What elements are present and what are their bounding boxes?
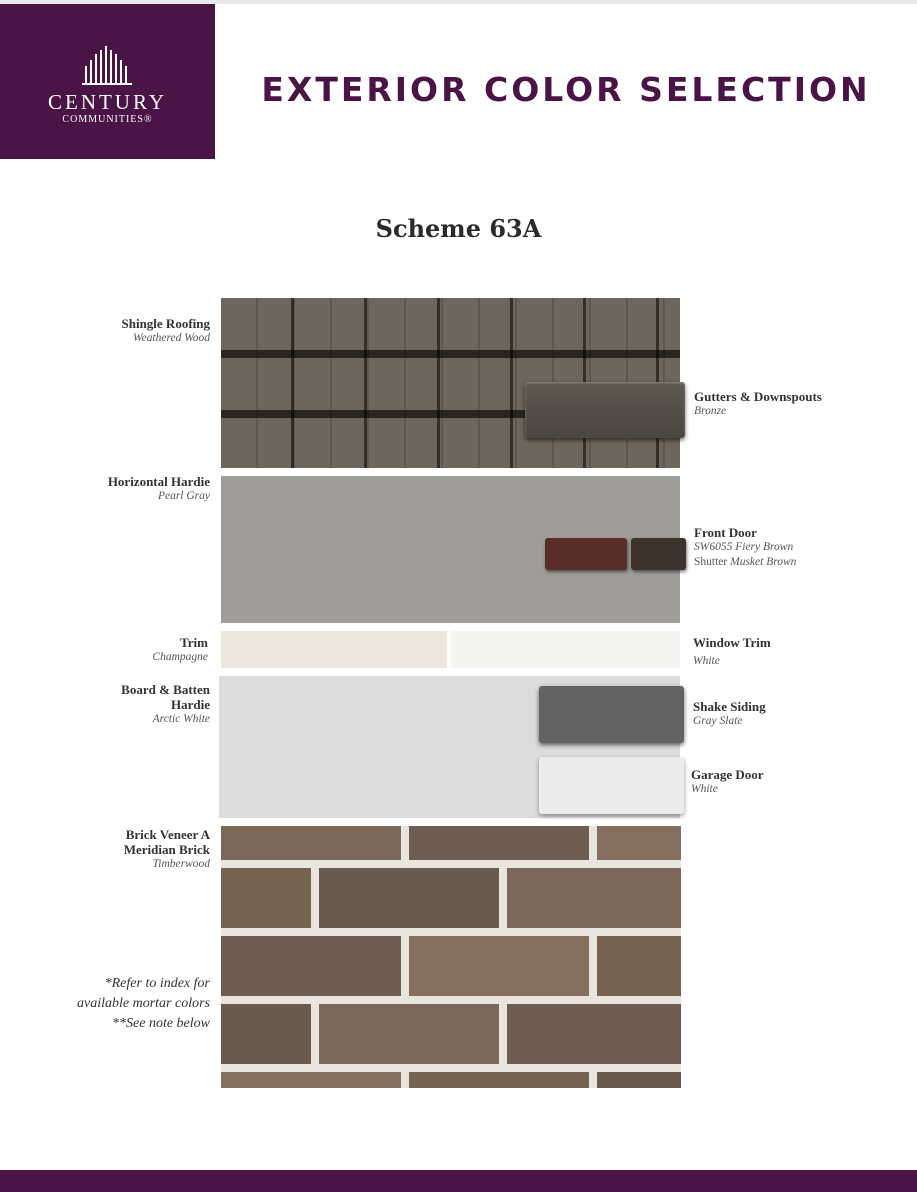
brick-block	[597, 1072, 681, 1088]
window-trim-label	[693, 633, 893, 671]
logo-building-icon	[82, 44, 132, 86]
hardie-name: Horizontal Hardie	[107, 474, 210, 489]
brick-swatch	[221, 826, 681, 1088]
brick-block	[221, 1072, 401, 1088]
hardie-value: Pearl Gray	[157, 490, 210, 502]
brick-block	[221, 868, 311, 928]
door-label	[694, 525, 894, 570]
garage-value: White	[691, 783, 718, 795]
trim-swatch	[221, 631, 447, 668]
batten-name-2: Hardie	[171, 697, 210, 712]
roof-value: Weathered Wood	[133, 332, 210, 344]
hardie-label	[60, 474, 210, 504]
brick-block	[319, 868, 499, 928]
shutter-swatch	[631, 538, 686, 570]
brick-block	[507, 1004, 681, 1064]
brick-block	[409, 826, 589, 860]
shutter-label: Shutter	[694, 556, 728, 568]
garage-name: Garage Door	[691, 767, 764, 782]
trim-label	[60, 635, 208, 665]
gutters-swatch	[525, 382, 685, 438]
brick-block	[221, 936, 401, 996]
bottom-bar	[0, 1170, 917, 1192]
window-trim-value: White	[693, 655, 720, 667]
trim-value: Champagne	[152, 651, 208, 663]
shake-name: Shake Siding	[693, 699, 766, 714]
shutter-value: Musket Brown	[730, 556, 797, 568]
note-line-1: *Refer to index for	[104, 976, 210, 991]
brick-block	[319, 1004, 499, 1064]
door-name: Front Door	[694, 525, 757, 540]
page-title: EXTERIOR COLOR SELECTION	[261, 70, 871, 109]
brand-name: CENTURY	[47, 90, 167, 114]
shake-label	[693, 699, 893, 729]
scheme-title: Scheme 63A	[375, 214, 542, 243]
garage-door-swatch	[539, 757, 684, 814]
gutters-name: Gutters & Downspouts	[694, 389, 822, 404]
brick-name-2: Meridian Brick	[123, 842, 210, 857]
note-line-3: **See note below	[112, 1016, 210, 1031]
shake-siding-swatch	[539, 686, 684, 743]
gutters-value: Bronze	[694, 405, 727, 417]
gutters-label	[694, 389, 894, 419]
roof-label	[60, 316, 210, 346]
shake-value: Gray Slate	[693, 715, 743, 727]
brand-logo	[0, 4, 215, 159]
front-door-swatch	[545, 538, 627, 570]
garage-label	[691, 767, 891, 797]
door-value: SW6055 Fiery Brown	[694, 541, 794, 553]
shutter-line	[694, 555, 894, 570]
brick-block	[507, 868, 681, 928]
brick-value: Timberwood	[152, 858, 210, 870]
brick-name-1: Brick Veneer A	[125, 827, 210, 842]
brick-block	[409, 1072, 589, 1088]
note-line-2: available mortar colors	[77, 996, 210, 1011]
batten-name-1: Board & Batten	[121, 682, 210, 697]
batten-label	[60, 682, 210, 727]
brick-block	[409, 936, 589, 996]
window-trim-swatch	[451, 631, 680, 668]
brick-block	[221, 826, 401, 860]
brick-block	[221, 1004, 311, 1064]
roof-name: Shingle Roofing	[121, 316, 210, 331]
batten-value: Arctic White	[152, 713, 210, 725]
trim-name: Trim	[180, 635, 208, 650]
brick-block	[597, 936, 681, 996]
brand-subname: COMMUNITIES®	[62, 114, 153, 125]
window-trim-name: Window Trim	[693, 635, 771, 650]
brick-block	[597, 826, 681, 860]
mortar-note	[40, 974, 210, 1034]
brick-label	[60, 827, 210, 872]
